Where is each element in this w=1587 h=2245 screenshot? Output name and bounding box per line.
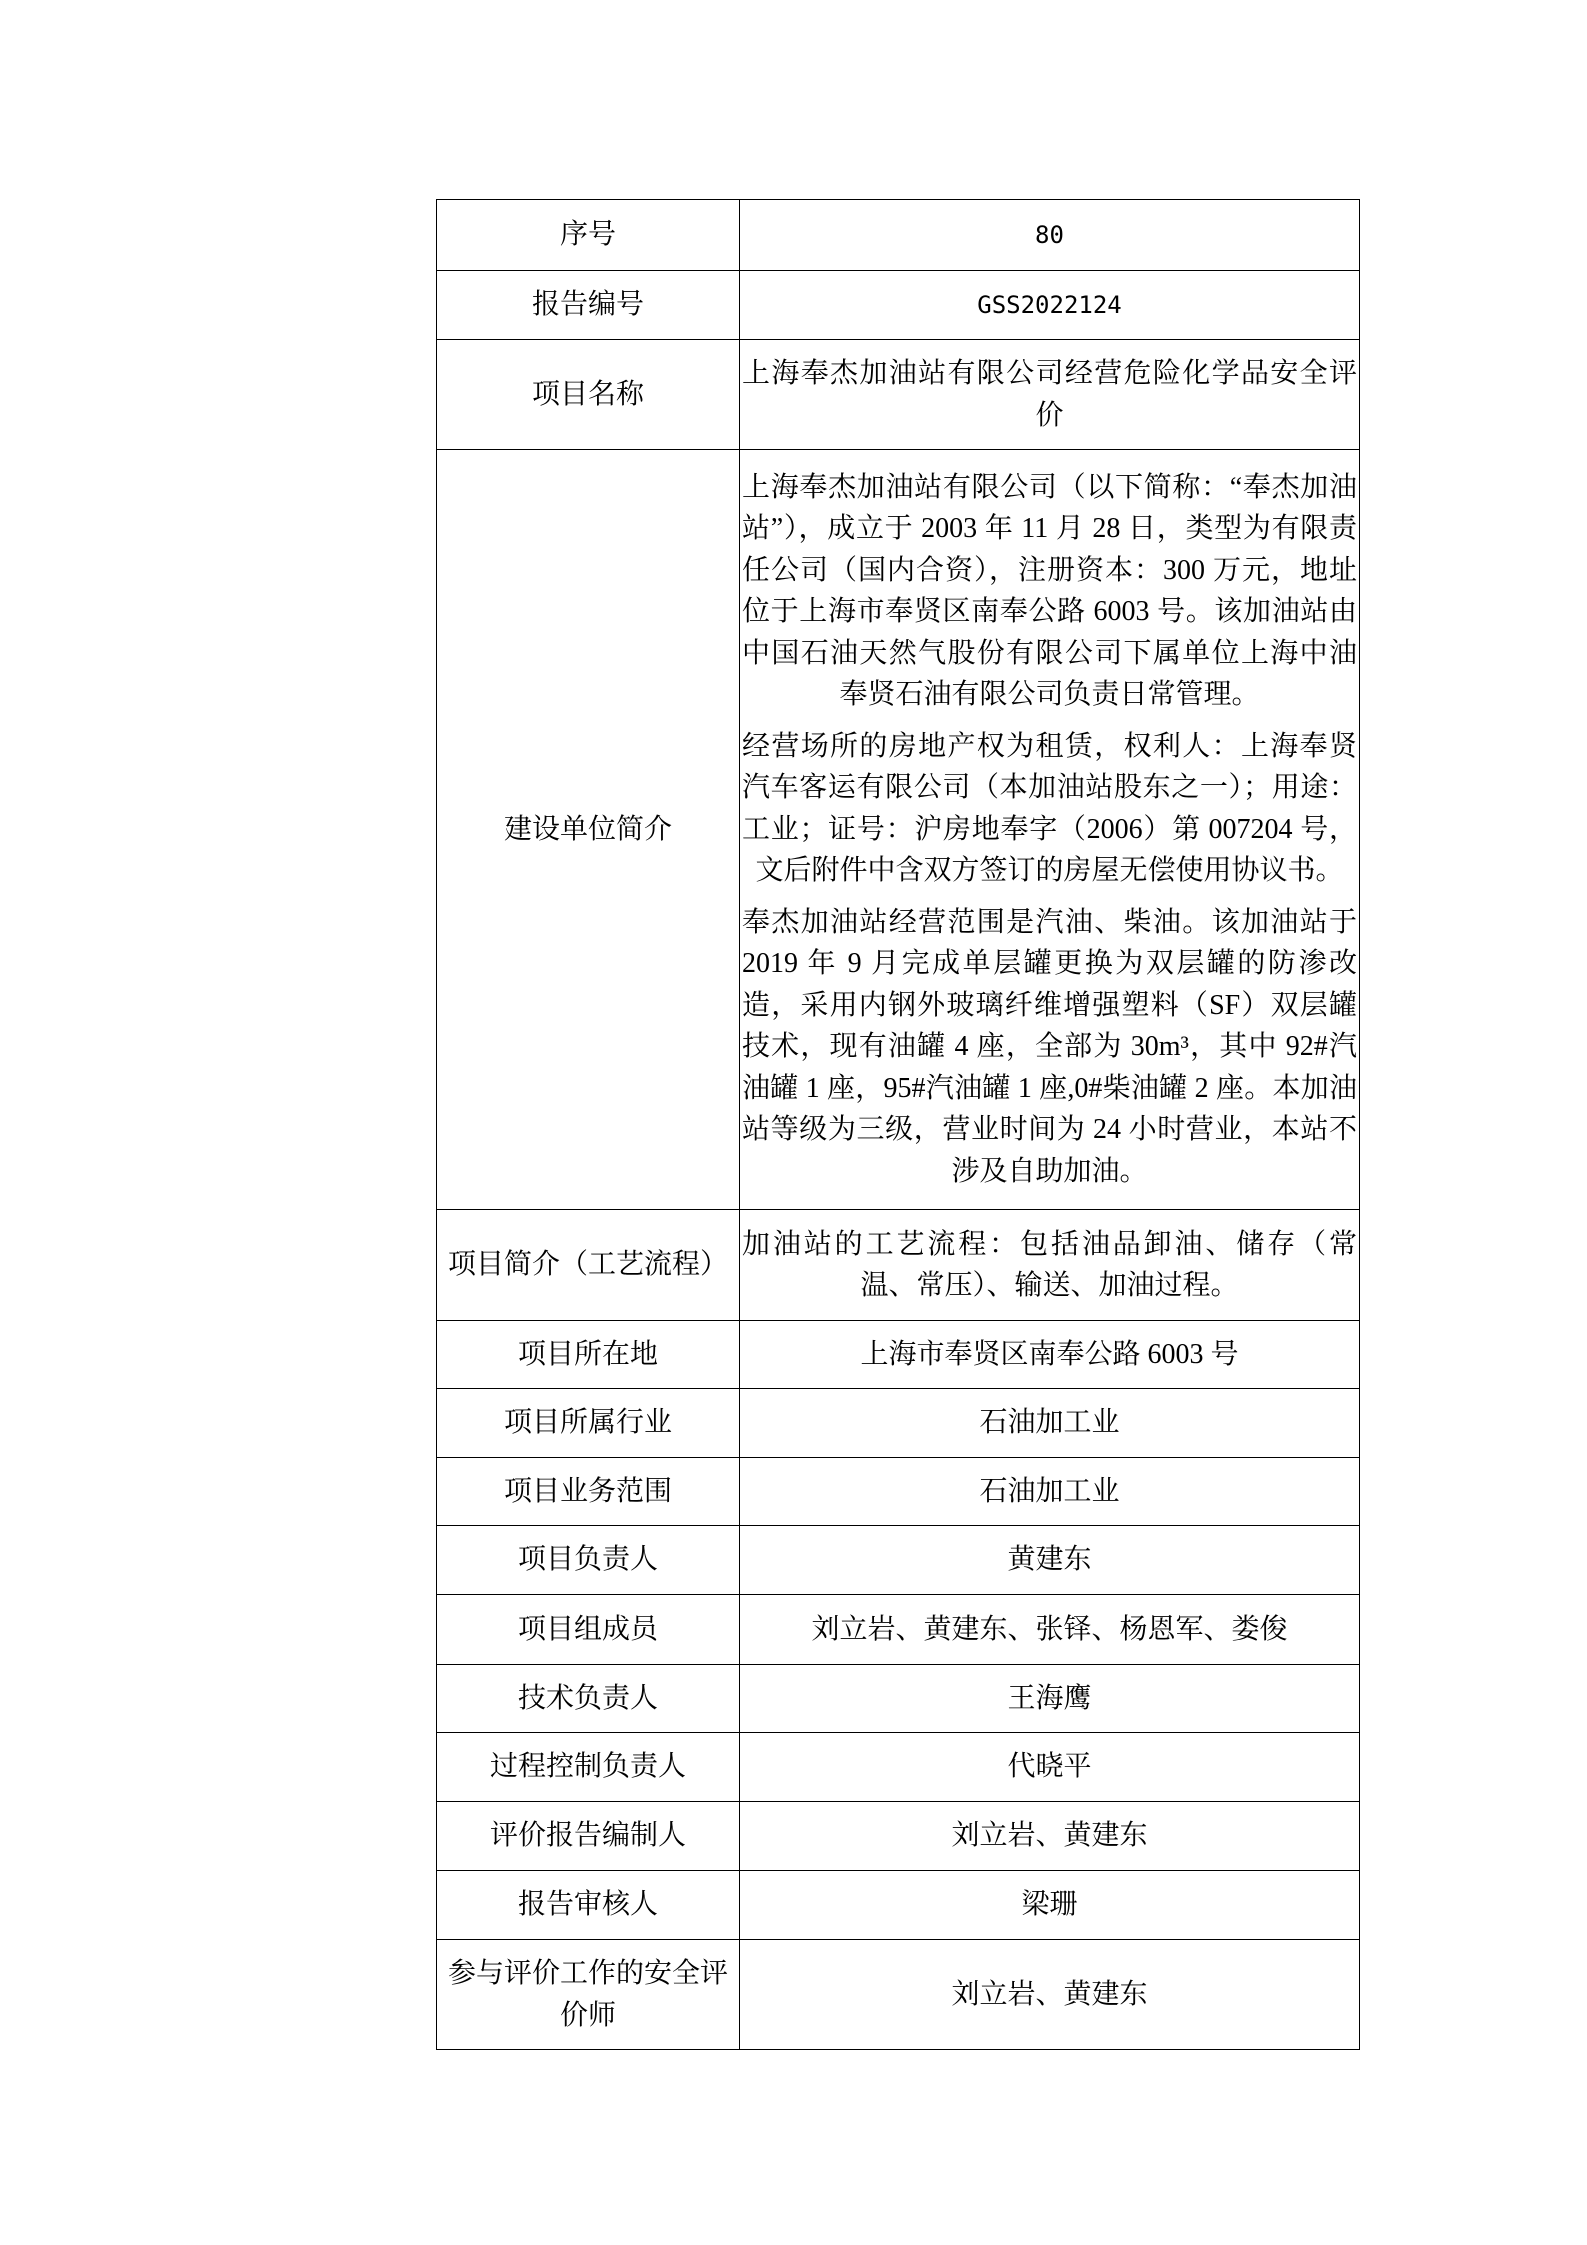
- serial-number-value: [740, 200, 1360, 271]
- table-row-project-business-scope: [437, 1458, 1360, 1526]
- table-row-serial-number: [437, 200, 1360, 271]
- table-row-project-industry: [437, 1389, 1360, 1458]
- table-row-project-summary: [437, 1210, 1360, 1321]
- report-authors-value: 刘立岩、黄建东: [740, 1802, 1360, 1871]
- company-profile-value: [740, 450, 1360, 1210]
- company-profile-paragraph: 上海奉杰加油站有限公司（以下简称：“奉杰加油站”），成立于 2003 年 11 月 28 日，类型为有限责任公司（国内合资），注册资本：300 万元，地址位于上海市奉贤区南奉公路 6003 号。该加油站由中国石油天然气股份有限公司下属单位上海中油奉贤石油有限公司负责日常管理。: [742, 471, 1357, 711]
- project-team-members-value: 刘立岩、黄建东、张铎、杨恩军、娄俊: [740, 1595, 1360, 1665]
- process-control-lead-value: 代晓平: [740, 1733, 1360, 1802]
- company-profile-paragraph: 奉杰加油站经营范围是汽油、柴油。该加油站于 2019 年 9 月完成单层罐更换为双层罐的防渗改造，采用内钢外玻璃纤维增强塑料（SF）双层罐技术，现有油罐 4 座，全部为 30m³，其中 92#汽油罐 1 座，95#汽油罐 1 座,0#柴油罐 2 座。本加油站等级为三级，营业时间为 24 小时营业，本站不涉及自助加油。: [742, 906, 1357, 1187]
- table-row-process-control-lead: [437, 1733, 1360, 1802]
- project-leader-label: 项目负责人: [437, 1526, 740, 1595]
- table-row-company-profile: [437, 450, 1360, 1210]
- process-control-lead-label: 过程控制负责人: [437, 1733, 740, 1802]
- project-summary-label: 项目简介（工艺流程）: [437, 1210, 740, 1321]
- serial-number-text: 80: [1035, 220, 1064, 249]
- report-number-text: GSS2022124: [977, 290, 1122, 319]
- project-location-label: 项目所在地: [437, 1321, 740, 1389]
- table-row-technical-lead: [437, 1665, 1360, 1733]
- company-profile-paragraph: 经营场所的房地产权为租赁，权利人：上海奉贤汽车客运有限公司（本加油站股东之一）；用途：工业；证号：沪房地奉字（2006）第 007204 号，文后附件中含双方签订的房屋无偿使用协议书。: [742, 730, 1357, 887]
- project-business-scope-value: 石油加工业: [740, 1458, 1360, 1526]
- info-table: [436, 199, 1360, 2050]
- technical-lead-label: 技术负责人: [437, 1665, 740, 1733]
- table-row-participating-safety-assessors: [437, 1940, 1360, 2050]
- project-industry-label: 项目所属行业: [437, 1389, 740, 1458]
- table-row-project-name: [437, 340, 1360, 450]
- table-row-report-number: [437, 271, 1360, 340]
- report-authors-label: 评价报告编制人: [437, 1802, 740, 1871]
- table-row-report-reviewer: [437, 1871, 1360, 1940]
- table-row-report-authors: [437, 1802, 1360, 1871]
- company-profile-label: 建设单位简介: [437, 450, 740, 1210]
- project-business-scope-label: 项目业务范围: [437, 1458, 740, 1526]
- report-number-value: [740, 271, 1360, 340]
- participating-safety-assessors-label: 参与评价工作的安全评价师: [437, 1940, 740, 2050]
- report-reviewer-value: 梁珊: [740, 1871, 1360, 1940]
- technical-lead-value: 王海鹰: [740, 1665, 1360, 1733]
- table-row-project-team-members: [437, 1595, 1360, 1665]
- participating-safety-assessors-value: 刘立岩、黄建东: [740, 1940, 1360, 2050]
- project-leader-value: 黄建东: [740, 1526, 1360, 1595]
- table-row-project-location: [437, 1321, 1360, 1389]
- table-row-project-leader: [437, 1526, 1360, 1595]
- project-name-value: 上海奉杰加油站有限公司经营危险化学品安全评价: [740, 340, 1360, 450]
- project-industry-value: 石油加工业: [740, 1389, 1360, 1458]
- project-team-members-label: 项目组成员: [437, 1595, 740, 1665]
- project-location-value: 上海市奉贤区南奉公路 6003 号: [740, 1321, 1360, 1389]
- report-number-label: 报告编号: [437, 271, 740, 340]
- report-reviewer-label: 报告审核人: [437, 1871, 740, 1940]
- project-summary-value: 加油站的工艺流程：包括油品卸油、储存（常温、常压）、输送、加油过程。: [740, 1210, 1360, 1321]
- project-name-label: 项目名称: [437, 340, 740, 450]
- serial-number-label: 序号: [437, 200, 740, 271]
